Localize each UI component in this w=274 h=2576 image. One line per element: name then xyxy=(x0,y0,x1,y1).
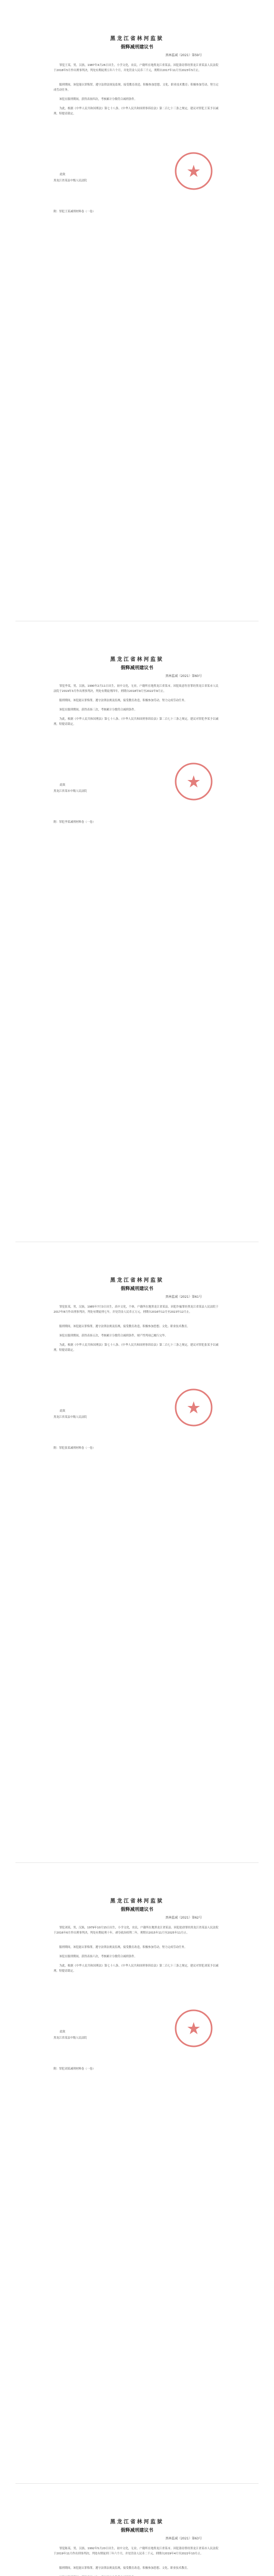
body-paragraph: 罪犯王某，男，汉族，1987年4月26日出生，小学文化，农民，户籍所在地黑龙江省某县。因犯盗窃罪经黑龙江省某县人民法院于2018年5月作出刑事判决，判处有期徒刑五年六个月，并处罚金人民币三千元，刑期自2017年11月至2023年5月止。 xyxy=(54,64,218,72)
document-number: 黑林监减（2021）第63号 xyxy=(165,2537,202,2540)
document-title: 黑龙江省林河监狱 xyxy=(110,2519,164,2525)
page-divider xyxy=(15,1862,259,1863)
body-paragraph: 该犯在服刑期间，获得表扬三次，考核累计分数符合减刑条件。 xyxy=(59,708,137,711)
document-page xyxy=(0,1242,274,1862)
official-seal-icon xyxy=(174,2009,213,2048)
page-divider xyxy=(15,2483,259,2484)
body-paragraph: 罪犯张某，男，汉族，1985年7月3日出生，高中文化，个体，户籍所在地黑龙江省某县。因犯诈骗罪经黑龙江省某县人民法院于2017年8月作出刑事判决，判处有期徒刑七年，并处罚金人民币五万元，刑期自2016年12月至2023年12月止。 xyxy=(54,1306,218,1314)
document-number: 黑林监减（2021）第61号 xyxy=(165,1295,202,1299)
document-page xyxy=(0,2483,274,2576)
body-paragraph: 为此，根据《中华人民共和国刑法》第七十八条、《中华人民共和国刑事诉讼法》第二百七十三条之规定，建议对罪犯张某予以减刑。特提请裁定。 xyxy=(54,1344,218,1352)
attachment-note: 附：罪犯李某减刑材料卷（一卷） xyxy=(54,821,95,824)
body-paragraph: 服刑期间，该犯能认罪悔罪，遵守法律法规及监规，接受教育改造，积极参加思想、文化、职业技术教育。 xyxy=(59,2567,190,2570)
document-page xyxy=(0,621,274,1242)
body-paragraph: 服刑期间，该犯能认罪悔罪，遵守法律法规及监规，接受教育改造，积极参加思想、文化、职业技术教育；积极参加劳动，努力完成劳动任务。 xyxy=(54,83,218,92)
body-paragraph: 服刑期间，该犯能认罪悔罪，遵守法律法规及监规，接受教育改造，积极参加思想、文化、职业技术教育。 xyxy=(59,1325,190,1328)
body-paragraph: 该犯在服刑期间，获得表扬六次，考核累计分数符合减刑条件。 xyxy=(59,1955,137,1958)
document-subtitle: 假释减刑建议书 xyxy=(121,2528,153,2533)
closing-salutation: 此致 xyxy=(60,1410,65,1413)
attachment-note: 附：罪犯刘某减刑材料卷（一卷） xyxy=(54,2067,95,2071)
document-subtitle: 假释减刑建议书 xyxy=(121,1286,153,1292)
body-paragraph: 罪犯陈某，男，汉族，1992年5月20日出生，初中文化，无业，户籍所在地黑龙江省某市。因犯盗窃罪经黑龙江省某市人民法院于2019年11月作出刑事判决，判处有期徒刑三年六个月，并处罚金人民币二千元，刑期自2019年4月至2022年10月止。 xyxy=(54,2547,218,2555)
attachment-note: 附：罪犯张某减刑材料卷（一卷） xyxy=(54,1447,95,1450)
official-seal-icon xyxy=(174,151,213,191)
document-number: 黑林监减（2021）第60号 xyxy=(165,674,202,678)
document-subtitle: 假释减刑建议书 xyxy=(121,1907,153,1912)
body-paragraph: 为此，根据《中华人民共和国刑法》第七十八条、《中华人民共和国刑事诉讼法》第二百七十三条之规定，建议对罪犯刘某予以减刑。特提请裁定。 xyxy=(54,1964,218,1973)
addressee: 黑龙江省某县中级人民法院 xyxy=(54,1416,87,1419)
body-paragraph: 罪犯李某，男，汉族，1990年2月11日出生，初中文化，无业，户籍所在地黑龙江省某市。因犯故意伤害罪经黑龙江省某市人民法院于2019年3月作出刑事判决，判处有期徒刑四年，刑期自2018年9月至2022年9月止。 xyxy=(54,685,218,693)
closing-salutation: 此致 xyxy=(60,2030,65,2033)
closing-salutation: 此致 xyxy=(60,173,65,176)
document-title: 黑龙江省林河监狱 xyxy=(110,657,164,663)
document-subtitle: 假释减刑建议书 xyxy=(121,45,153,50)
official-seal-icon xyxy=(174,1388,213,1427)
document-title: 黑龙江省林河监狱 xyxy=(110,1899,164,1904)
body-paragraph: 罪犯刘某，男，汉族，1979年10月15日出生，小学文化，农民，户籍所在地黑龙江省某县。因犯抢劫罪经黑龙江省某县人民法院于2016年6月作出刑事判决，判处有期徒刑十年，剥夺政治权利二年，刑期自2015年11月至2025年11月止。 xyxy=(54,1926,218,1935)
body-paragraph: 服刑期间，该犯能认罪悔罪，遵守法律法规及监规，接受教育改造，积极参加劳动，努力完成劳动任务。 xyxy=(59,699,187,702)
document-page xyxy=(0,1862,274,2483)
attachment-note: 附：罪犯王某减刑材料卷（一卷） xyxy=(54,210,95,213)
document-number: 黑林监减（2021）第62号 xyxy=(165,1916,202,1920)
document-page xyxy=(0,0,274,621)
body-paragraph: 为此，根据《中华人民共和国刑法》第七十八条、《中华人民共和国刑事诉讼法》第二百七十三条之规定，建议对罪犯李某予以减刑。特提请裁定。 xyxy=(54,718,218,726)
addressee: 黑龙江省某市中级人民法院 xyxy=(54,790,87,793)
document-title: 黑龙江省林河监狱 xyxy=(110,1278,164,1283)
body-paragraph: 该犯在服刑期间，获得表扬五次，考核累计分数符合减刑条件，财产性判项已履行完毕。 xyxy=(59,1334,168,1337)
addressee: 黑龙江省某县中级人民法院 xyxy=(54,179,87,182)
body-paragraph: 该犯在服刑期间，获得表扬四次，考核累计分数符合减刑条件。 xyxy=(59,98,137,101)
official-seal-icon xyxy=(174,762,213,801)
body-paragraph: 服刑期间，该犯能认罪悔罪，遵守法律法规及监规，接受教育改造，积极参加劳动，努力完成劳动任务。 xyxy=(59,1946,187,1949)
body-paragraph: 为此，根据《中华人民共和国刑法》第七十八条、《中华人民共和国刑事诉讼法》第二百七十三条之规定，建议对罪犯王某予以减刑。特提请裁定。 xyxy=(54,107,218,115)
closing-salutation: 此致 xyxy=(60,784,65,787)
document-title: 黑龙江省林河监狱 xyxy=(110,36,164,42)
document-number: 黑林监减（2021）第59号 xyxy=(165,54,202,57)
addressee: 黑龙江省某县中级人民法院 xyxy=(54,2037,87,2040)
document-subtitle: 假释减刑建议书 xyxy=(121,666,153,671)
